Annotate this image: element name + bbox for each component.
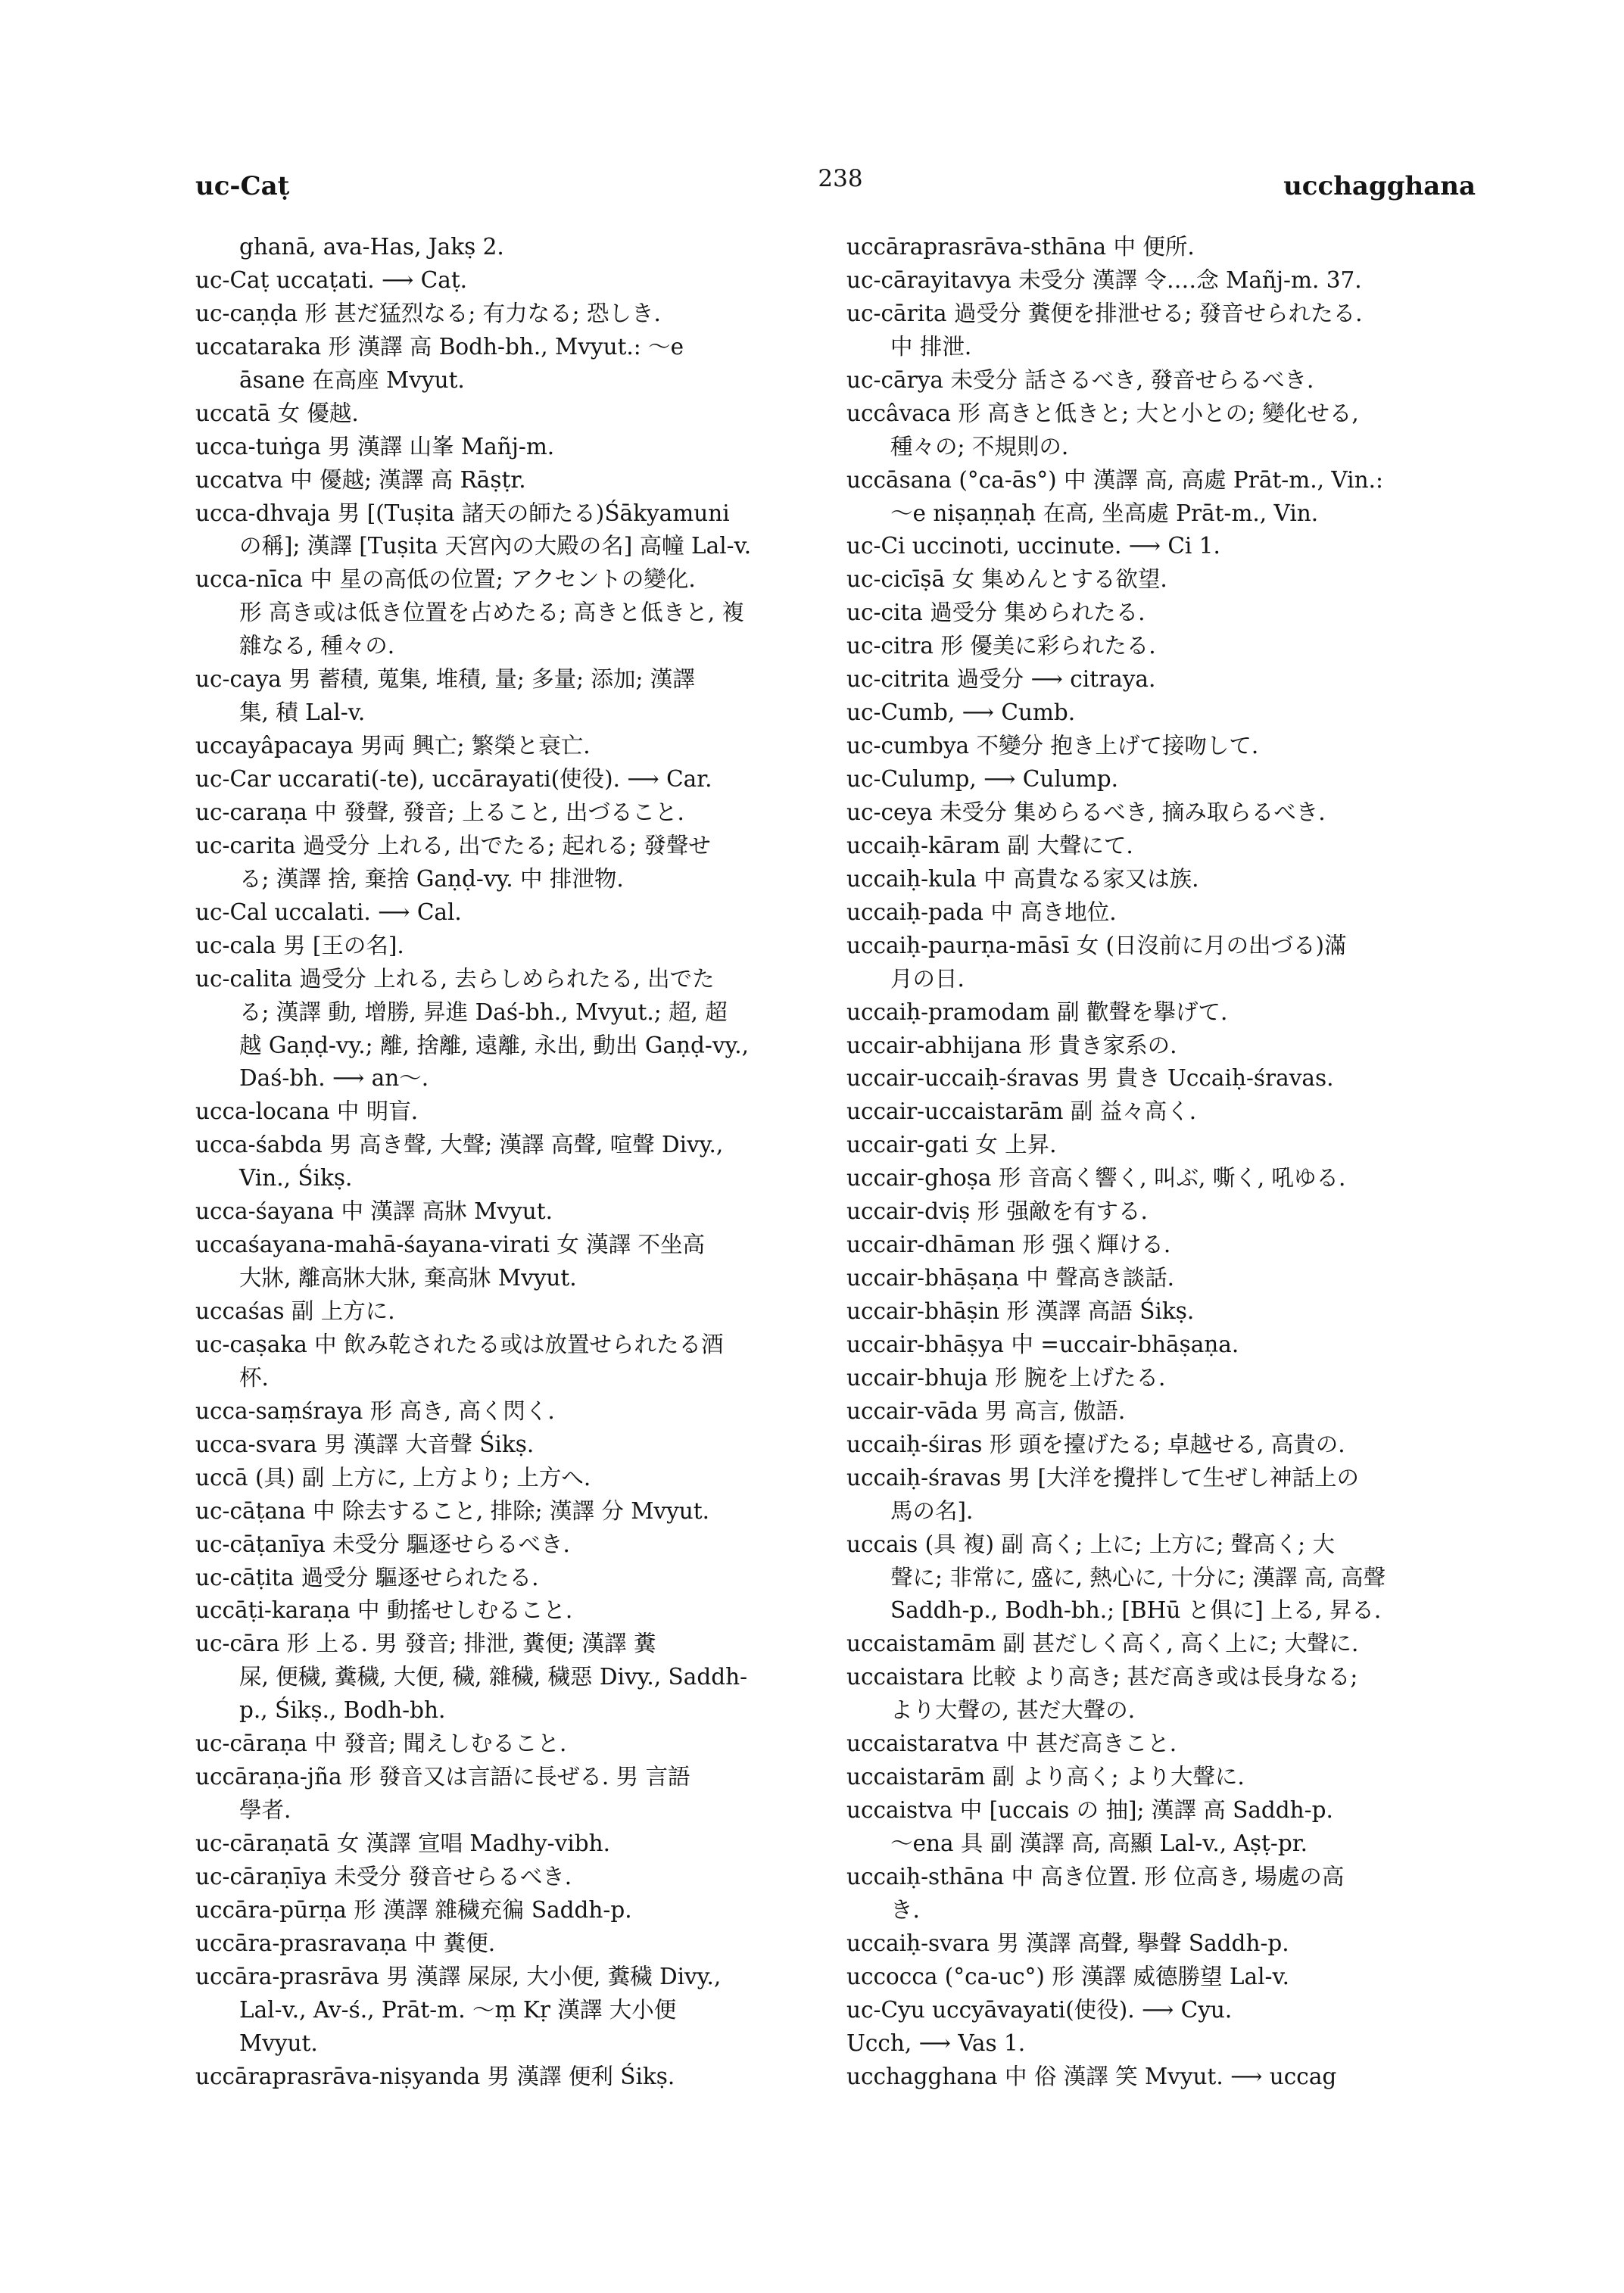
entry-line: uccāraprasrāva-niṣyanda 男 漢譯 便利 Śikṣ.: [195, 2063, 675, 2089]
entry-line: ucca-śabda 男 高き聲, 大聲; 漢譯 高聲, 喧聲 Divy.,: [195, 1132, 724, 1158]
entry-line: uccâvaca 形 高きと低きと; 大と小との; 變化せる,: [846, 400, 1359, 426]
entry-continuation-line: 聲に; 非常に, 盛に, 熱心に, 十分に; 漢譯 高, 高聲: [890, 1564, 1386, 1590]
right-column: [846, 231, 1479, 2094]
entry-line: uccāra-prasrāva 男 漢譯 屎尿, 大小便, 糞穢 Divy.,: [195, 1963, 722, 1989]
entry-continuation-line: る; 漢譯 動, 增勝, 昇進 Daś-bh., Mvyut.; 超, 超: [239, 999, 728, 1025]
entry-line: uccair-bhāṣya 中 =uccair-bhāṣaṇa.: [846, 1331, 1239, 1357]
entry-line: uccair-bhāṣin 形 漢譯 高語 Śikṣ.: [846, 1298, 1195, 1324]
entry-line: ucca-tuṅga 男 漢譯 山峯 Mañj-m.: [195, 433, 555, 460]
entry-line: uc-cārita 過受分 糞便を排泄せる; 發音せられたる.: [846, 300, 1363, 326]
entry-line: uccair-dviṣ 形 强敵を有する.: [846, 1198, 1148, 1225]
entry-line: uccaśas 副 上方に.: [195, 1298, 395, 1324]
entry-line: uc-cala 男 [王の名].: [195, 932, 404, 958]
entry-line: uc-cāṭanīya 未受分 驅逐せらるべき.: [195, 1531, 570, 1557]
entry-line: uccaiḥ-pramodam 副 歡聲を擧げて.: [846, 999, 1228, 1025]
entry-continuation-line: き.: [890, 1896, 920, 1923]
entry-line: uccair-bhuja 形 腕を上げたる.: [846, 1364, 1166, 1391]
entry-line: uccocca (°ca-uc°) 形 漢譯 威德勝望 Lal-v.: [846, 1963, 1290, 1989]
entry-continuation-line: Mvyut.: [239, 2030, 318, 2056]
entry-line: uccayâpacaya 男両 興亡; 繁榮と衰亡.: [195, 733, 591, 759]
entry-line: uccaiḥ-svara 男 漢譯 高聲, 擧聲 Saddh-p.: [846, 1930, 1289, 1956]
entry-line: Ucch, ⟶ Vas 1.: [846, 2030, 1026, 2056]
entry-line: ucca-śayana 中 漢譯 高牀 Mvyut.: [195, 1198, 553, 1225]
entry-line: uccatva 中 優越; 漢譯 高 Rāṣṭr.: [195, 466, 526, 493]
entry-line: uccair-uccaiḥ-śravas 男 貴き Uccaiḥ-śravas.: [846, 1065, 1334, 1092]
left-column: [195, 231, 828, 2094]
entry-line: uccair-bhāṣaṇa 中 聲高き談話.: [846, 1265, 1175, 1291]
entry-line: uc-Caṭ uccaṭati. ⟶ Caṭ.: [195, 266, 468, 293]
entry-line: uc-caṇḍa 形 甚だ猛烈なる; 有力なる; 恐しき.: [195, 300, 661, 326]
entry-line: uccāraṇa-jña 形 發音又は言語に長ぜる. 男 言語: [195, 1764, 690, 1790]
entry-line: uc-caṣaka 中 飲み乾されたる或は放置せられたる酒: [195, 1331, 724, 1357]
entry-line: uccaiḥ-pada 中 高き地位.: [846, 899, 1117, 925]
page-number: 238: [818, 165, 863, 192]
entry-line: uccāṭi-karaṇa 中 動搖せしむること.: [195, 1597, 573, 1624]
entry-line: ucca-saṃśraya 形 高き, 高く閃く.: [195, 1397, 555, 1424]
entry-continuation-line: Vin., Śikṣ.: [239, 1165, 353, 1192]
page-header: [0, 165, 1624, 210]
entry-continuation-line: p., Śikṣ., Bodh-bh.: [239, 1697, 446, 1724]
entry-line: uccair-vāda 男 高言, 傲語.: [846, 1397, 1126, 1424]
entry-line: uc-calita 過受分 上れる, 去らしめられたる, 出でた: [195, 965, 715, 992]
entry-continuation-line: 形 高き或は低き位置を占めたる; 高きと低きと, 複: [239, 600, 744, 626]
entry-line: uc-cāraṇatā 女 漢譯 宣唱 Madhy-vibh.: [195, 1830, 610, 1856]
entry-continuation-line: Lal-v., Av-ś., Prāt-m. ～ṃ Kṛ 漢譯 大小便: [239, 1996, 677, 2023]
entry-line: ucca-nīca 中 星の高低の位置; アクセントの變化.: [195, 566, 696, 593]
entry-line: uc-carita 過受分 上れる, 出でたる; 起れる; 發聲せ: [195, 832, 711, 858]
entry-line: uc-cicīṣā 女 集めんとする欲望.: [846, 566, 1167, 593]
entry-continuation-line: 中 排泄.: [890, 333, 972, 360]
entry-continuation-line: ～e niṣaṇṇaḥ 在高, 坐高處 Prāt-m., Vin.: [890, 500, 1319, 526]
entry-line: uccataraka 形 漢譯 高 Bodh-bh., Mvyut.: ～e: [195, 333, 684, 360]
entry-continuation-line: 屎, 便穢, 糞穢, 大便, 穢, 雜穢, 穢惡 Divy., Saddh-: [239, 1664, 748, 1690]
entry-line: uc-caya 男 蓄積, 蒐集, 堆積, 量; 多量; 添加; 漢譯: [195, 666, 695, 693]
entry-line: uccaiḥ-śiras 形 頭を擡げたる; 卓越せる, 高貴の.: [846, 1431, 1345, 1457]
running-head-left: uc-Caṭ: [195, 171, 290, 201]
entry-line: uccair-abhijana 形 貴き家系の.: [846, 1032, 1177, 1058]
entry-line: uc-cārya 未受分 話さるべき, 發音せらるべき.: [846, 366, 1314, 393]
entry-line: uc-Cal uccalati. ⟶ Cal.: [195, 899, 462, 925]
entry-continuation-line: ghanā, ava-Has, Jakṣ 2.: [239, 234, 504, 260]
entry-line: uc-cāṭana 中 除去すること, 排除; 漢譯 分 Mvyut.: [195, 1497, 709, 1524]
entry-line: uc-Culump, ⟶ Culump.: [846, 766, 1119, 792]
entry-line: uccaiḥ-sthāna 中 高き位置. 形 位高き, 場處の高: [846, 1863, 1345, 1890]
entry-line: uc-cita 過受分 集められたる.: [846, 600, 1146, 626]
entry-line: uc-ceya 未受分 集めらるべき, 摘み取らるべき.: [846, 799, 1326, 825]
entry-line: uccaiḥ-kula 中 高貴なる家又は族.: [846, 865, 1199, 892]
entry-line: uccais (具 複) 副 高く; 上に; 上方に; 聲高く; 大: [846, 1531, 1335, 1557]
entry-line: uccair-ghoṣa 形 音高く響く, 叫ぶ, 嘶く, 吼ゆる.: [846, 1165, 1346, 1192]
entry-line: uccāra-prasravaṇa 中 糞便.: [195, 1930, 496, 1956]
entry-continuation-line: 越 Gaṇḍ-vy.; 離, 捨離, 遠離, 永出, 動出 Gaṇḍ-vy.,: [239, 1032, 750, 1058]
entry-line: uc-Car uccarati(-te), uccārayati(使役). ⟶ Car.: [195, 766, 712, 792]
entry-line: uc-Ci uccinoti, uccinute. ⟶ Ci 1.: [846, 533, 1220, 559]
entry-continuation-line: āsane 在高座 Mvyut.: [239, 366, 465, 393]
entry-line: uc-cāraṇīya 未受分 發音せらるべき.: [195, 1863, 572, 1890]
entry-continuation-line: 雜なる, 種々の.: [239, 633, 395, 659]
entry-line: uc-cārayitavya 未受分 漢譯 令‥‥念 Mañj-m. 37.: [846, 266, 1362, 293]
entry-continuation-line: Saddh-p., Bodh-bh.; [BHū と俱に] 上る, 昇る.: [890, 1597, 1382, 1624]
entry-continuation-line: の稱]; 漢譯 [Tuṣita 天宮內の大殿の名] 高幢 Lal-v.: [239, 533, 752, 559]
entry-line: uccā (具) 副 上方に, 上方より; 上方へ.: [195, 1464, 591, 1491]
entry-continuation-line: 大牀, 離高牀大牀, 棄高牀 Mvyut.: [239, 1265, 577, 1291]
entry-continuation-line: 學者.: [239, 1797, 291, 1824]
entry-continuation-line: より大聲の, 甚だ大聲の.: [890, 1697, 1136, 1724]
entry-line: uc-cāraṇa 中 發音; 聞えしむること.: [195, 1731, 567, 1757]
entry-line: uc-cāra 形 上る. 男 發音; 排泄, 糞便; 漢譯 糞: [195, 1631, 656, 1657]
entry-line: uccaśayana-mahā-śayana-virati 女 漢譯 不坐高: [195, 1232, 706, 1258]
entry-line: ucca-svara 男 漢譯 大音聲 Śikṣ.: [195, 1431, 535, 1457]
entry-line: uccaiḥ-paurṇa-māsī 女 (日沒前に月の出づる)滿: [846, 932, 1347, 958]
entry-line: uc-Cyu uccyāvayati(使役). ⟶ Cyu.: [846, 1996, 1233, 2023]
entry-continuation-line: 杯.: [239, 1364, 269, 1391]
entry-line: uccaistarām 副 より高く; より大聲に.: [846, 1764, 1245, 1790]
entry-line: ucchagghana 中 俗 漢譯 笑 Mvyut. ⟶ uccag: [846, 2063, 1337, 2089]
entry-line: uc-cumbya 不變分 抱き上げて接吻して.: [846, 733, 1259, 759]
entry-line: uccāra-pūrṇa 形 漢譯 雜穢充徧 Saddh-p.: [195, 1896, 632, 1923]
entry-line: uccair-uccaistarām 副 益々高く.: [846, 1098, 1197, 1125]
entry-continuation-line: る; 漢譯 捨, 棄捨 Gaṇḍ-vy. 中 排泄物.: [239, 865, 624, 892]
entry-line: uccaistva 中 [uccais の 抽]; 漢譯 高 Saddh-p.: [846, 1797, 1333, 1824]
entry-continuation-line: Daś-bh. ⟶ an～.: [239, 1065, 429, 1092]
entry-line: uccair-gati 女 上昇.: [846, 1132, 1057, 1158]
entry-line: uc-caraṇa 中 發聲, 發音; 上ること, 出づること.: [195, 799, 684, 825]
entry-continuation-line: 馬の名].: [890, 1497, 974, 1524]
entry-line: ucca-dhvaja 男 [(Tuṣita 諸天の師たる)Śākyamuni: [195, 500, 730, 526]
entry-line: uc-Cumb, ⟶ Cumb.: [846, 699, 1076, 726]
entry-line: uccāsana (°ca-ās°) 中 漢譯 高, 高處 Prāt-m., Vin.:: [846, 466, 1383, 493]
entry-line: uccaistamām 副 甚だしく高く, 高く上に; 大聲に.: [846, 1631, 1359, 1657]
entry-line: uccaiḥ-śravas 男 [大洋を攪拌して生ぜし神話上の: [846, 1464, 1360, 1491]
entry-continuation-line: ～ena 具 副 漢譯 高, 高顯 Lal-v., Aṣṭ-pr.: [890, 1830, 1308, 1856]
entry-continuation-line: 種々の; 不規則の.: [890, 433, 1069, 460]
entry-line: uccair-dhāman 形 强く輝ける.: [846, 1232, 1171, 1258]
entry-line: uccatā 女 優越.: [195, 400, 359, 426]
entry-line: ucca-locana 中 明盲.: [195, 1098, 419, 1125]
entry-line: uccāraprasrāva-sthāna 中 便所.: [846, 234, 1195, 260]
running-head-right: ucchagghana: [1283, 171, 1476, 201]
entry-continuation-line: 集, 積 Lal-v.: [239, 699, 366, 726]
entry-line: uc-cāṭita 過受分 驅逐せられたる.: [195, 1564, 539, 1590]
entry-continuation-line: 月の日.: [890, 965, 965, 992]
entry-line: uc-citra 形 優美に彩られたる.: [846, 633, 1156, 659]
entry-line: uccaiḥ-kāram 副 大聲にて.: [846, 832, 1133, 858]
entry-line: uc-citrita 過受分 ⟶ citraya.: [846, 666, 1156, 693]
entry-line: uccaistara 比較 より高き; 甚だ高き或は長身なる;: [846, 1664, 1358, 1690]
entry-line: uccaistaratva 中 甚だ高きこと.: [846, 1731, 1177, 1757]
